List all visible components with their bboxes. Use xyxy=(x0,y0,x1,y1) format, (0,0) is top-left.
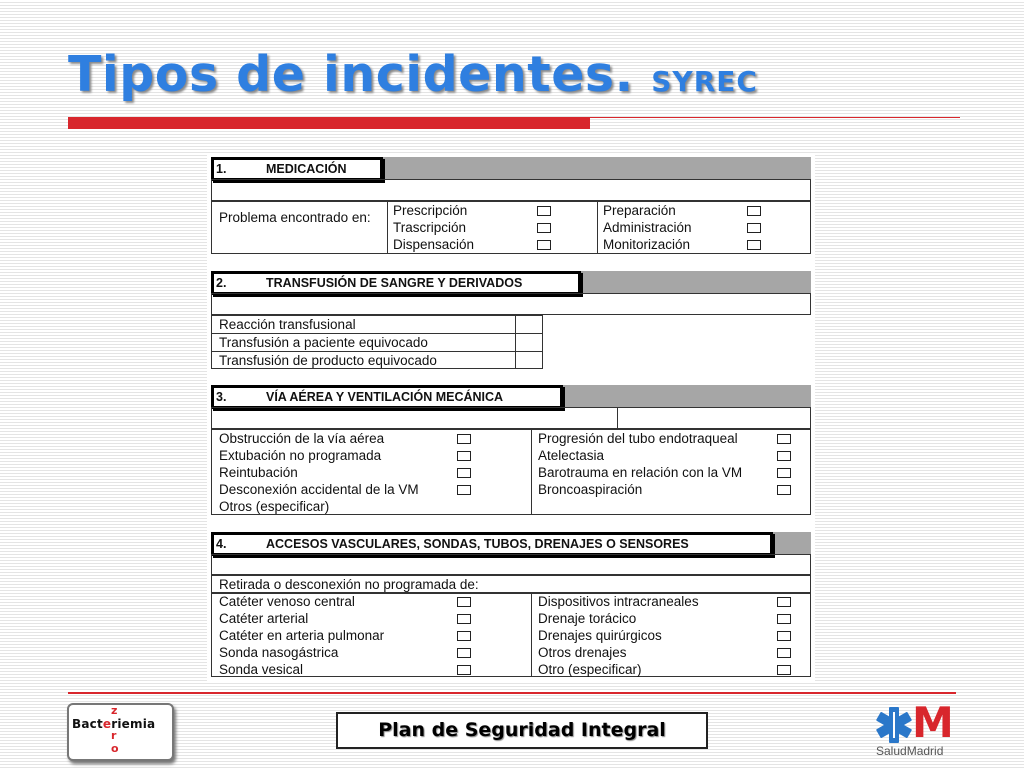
section-2-blank-row xyxy=(211,293,811,315)
section-2-header xyxy=(211,271,581,295)
s1-item-monitorizacion: Monitorización xyxy=(603,237,691,252)
s3-checkbox-barotrauma[interactable] xyxy=(777,468,791,478)
s4-checkbox-otro[interactable] xyxy=(777,665,791,675)
s4-item-pulmonar: Catéter en arteria pulmonar xyxy=(219,628,385,643)
s3-checkbox-obstruccion[interactable] xyxy=(457,434,471,444)
s1-checkbox-prescripcion[interactable] xyxy=(537,206,551,216)
madrid-m-mark: M xyxy=(912,698,954,747)
section-1-grey-band xyxy=(381,157,811,179)
s1-checkbox-dispensacion[interactable] xyxy=(537,240,551,250)
s4-item-cvc: Catéter venoso central xyxy=(219,594,355,609)
s4-checkbox-quirurgicos[interactable] xyxy=(777,631,791,641)
footer-rule xyxy=(68,692,956,694)
s3-item-obstruccion: Obstrucción de la vía aérea xyxy=(219,431,385,446)
title-thin-rule xyxy=(590,117,960,118)
section-2-number: 2. xyxy=(216,276,227,290)
s2-item-reaccion: Reacción transfusional xyxy=(219,317,356,332)
s3-item-barotrauma: Barotrauma en relación con la VM xyxy=(538,465,743,480)
s3-item-extubacion: Extubación no programada xyxy=(219,448,382,463)
s1-item-dispensacion: Dispensación xyxy=(393,237,475,252)
s1-checkbox-administracion[interactable] xyxy=(747,223,761,233)
title-sub: SYREC xyxy=(651,65,758,98)
section-4-header xyxy=(211,532,773,556)
section-3-divider xyxy=(531,429,532,515)
s4-checkbox-cvc[interactable] xyxy=(457,597,471,607)
s3-item-desconexion: Desconexión accidental de la VM xyxy=(219,482,419,497)
s4-item-vesical: Sonda vesical xyxy=(219,662,304,677)
s3-checkbox-extubacion[interactable] xyxy=(457,451,471,461)
s3-checkbox-progresion[interactable] xyxy=(777,434,791,444)
section-3-blank-row xyxy=(211,407,811,429)
s1-item-trascripcion: Trascripción xyxy=(393,220,467,235)
s2-item-producto: Transfusión de producto equivocado xyxy=(219,353,437,368)
section-1-blank-row xyxy=(211,179,811,201)
s1-item-prescripcion: Prescripción xyxy=(393,203,468,218)
star-of-life-icon xyxy=(874,706,914,744)
section-1-title: MEDICACIÓN xyxy=(266,162,347,176)
section-3-header xyxy=(211,385,563,409)
s4-item-nasogastrica: Sonda nasogástrica xyxy=(219,645,339,660)
logo-text-pre: Bact xyxy=(72,717,103,731)
section-3-title: VÍA AÉREA Y VENTILACIÓN MECÁNICA xyxy=(266,390,504,404)
section-2-title: TRANSFUSIÓN DE SANGRE Y DERIVADOS xyxy=(266,276,523,290)
s3-item-atelectasia: Atelectasia xyxy=(538,448,605,463)
s3-checkbox-reintubacion[interactable] xyxy=(457,468,471,478)
logo-zero-z: z xyxy=(111,704,118,717)
s4-checkbox-toracico[interactable] xyxy=(777,614,791,624)
slide-title xyxy=(68,46,758,103)
s1-item-preparacion: Preparación xyxy=(603,203,676,218)
s1-checkbox-preparacion[interactable] xyxy=(747,206,761,216)
section-1-number: 1. xyxy=(216,162,227,176)
s3-checkbox-desconexion[interactable] xyxy=(457,485,471,495)
s4-checkbox-nasogastrica[interactable] xyxy=(457,648,471,658)
section-1-divider-b xyxy=(597,201,598,254)
plan-seguridad-banner: Plan de Seguridad Integral xyxy=(336,712,708,749)
section-4-title: ACCESOS VASCULARES, SONDAS, TUBOS, DRENAJES O SENSORES xyxy=(266,537,689,551)
s4-item-quirurgicos: Drenajes quirúrgicos xyxy=(538,628,662,643)
s4-item-arterial: Catéter arterial xyxy=(219,611,309,626)
salud-madrid-caption: SaludMadrid xyxy=(876,744,944,758)
s4-checkbox-intracraneales[interactable] xyxy=(777,597,791,607)
s3-item-otros: Otros (especificar) xyxy=(219,499,330,514)
section-4-divider xyxy=(531,593,532,677)
s4-checkbox-vesical[interactable] xyxy=(457,665,471,675)
s3-checkbox-atelectasia[interactable] xyxy=(777,451,791,461)
section-4-number: 4. xyxy=(216,537,227,551)
section-4-label: Retirada o desconexión no programada de: xyxy=(219,577,479,592)
section-3-number: 3. xyxy=(216,390,227,404)
logo-zero-r: r xyxy=(111,729,117,742)
s3-item-broncoaspiracion: Broncoaspiración xyxy=(538,482,643,497)
section-4-grey-band xyxy=(771,532,811,554)
s1-item-administracion: Administración xyxy=(603,220,692,235)
s4-item-toracico: Drenaje torácico xyxy=(538,611,637,626)
s1-checkbox-trascripcion[interactable] xyxy=(537,223,551,233)
s4-checkbox-otros-drenajes[interactable] xyxy=(777,648,791,658)
logo-text-red: e xyxy=(102,717,112,731)
incident-form xyxy=(207,153,815,681)
title-underline xyxy=(68,117,590,129)
title-main: Tipos de incidentes. xyxy=(68,46,634,103)
s2-item-paciente: Transfusión a paciente equivocado xyxy=(219,335,428,350)
section-4-blank-row xyxy=(211,554,811,575)
logo-zero-o: o xyxy=(111,742,119,755)
s3-item-reintubacion: Reintubación xyxy=(219,465,298,480)
section-2-grey-band xyxy=(579,271,811,293)
s4-checkbox-arterial[interactable] xyxy=(457,614,471,624)
section-1-divider-a xyxy=(387,201,388,254)
s1-checkbox-monitorizacion[interactable] xyxy=(747,240,761,250)
section-3-grey-band xyxy=(561,385,811,407)
s4-item-otros-drenajes: Otros drenajes xyxy=(538,645,627,660)
s3-item-progresion: Progresión del tubo endotraqueal xyxy=(538,431,738,446)
s3-checkbox-broncoaspiracion[interactable] xyxy=(777,485,791,495)
section-1-header xyxy=(211,157,383,181)
s4-item-intracraneales: Dispositivos intracraneales xyxy=(538,594,699,609)
logo-text-post: riemia xyxy=(111,717,156,731)
bacteriemia-zero-logo xyxy=(67,703,174,761)
salud-madrid-logo xyxy=(872,698,956,760)
s4-checkbox-pulmonar[interactable] xyxy=(457,631,471,641)
s4-item-otro: Otro (especificar) xyxy=(538,662,642,677)
section-3-blank-divider xyxy=(617,407,618,429)
section-1-label: Problema encontrado en: xyxy=(219,210,371,225)
section-2-divider xyxy=(515,315,516,369)
